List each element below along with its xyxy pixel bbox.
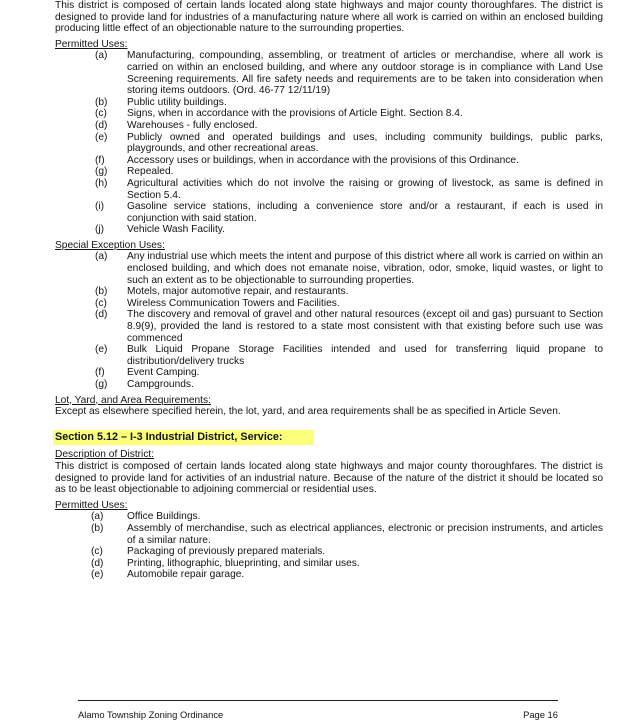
item-text: Any industrial use which meets the intent and purpose of this district where all work is carried on within an enclosed building, and which does not emanate noise, vibration, odor, smoke, liquid wastes, or light to such an extent as to be objectionable to surrounding properties.	[127, 251, 603, 286]
list-item	[55, 97, 603, 109]
list-item	[55, 569, 603, 581]
item-text: Printing, lithographic, blueprinting, and similar uses.	[127, 557, 360, 569]
item-label: (d)	[91, 557, 104, 569]
item-label: (e)	[95, 344, 108, 356]
item-label: (b)	[95, 286, 108, 298]
list-item	[55, 251, 603, 286]
item-label: (i)	[95, 201, 105, 213]
list-item	[55, 201, 603, 224]
list-item	[55, 298, 603, 310]
item-label: (b)	[95, 96, 108, 108]
list-item	[55, 50, 603, 96]
page-footer	[78, 700, 558, 720]
item-label: (e)	[91, 569, 104, 581]
item-text: Event Camping.	[127, 367, 200, 379]
item-label: (a)	[95, 251, 108, 263]
list-item	[55, 511, 603, 523]
item-text: Office Buildings.	[127, 511, 201, 523]
item-label: (c)	[95, 108, 107, 120]
item-text: Agricultural activities which do not involve the raising or growing of livestock, as same is defined in Section 5.4.	[127, 177, 603, 201]
item-label: (h)	[95, 177, 108, 189]
item-text: Wireless Communication Towers and Facilities.	[127, 297, 340, 309]
section-title-highlighted: Section 5.12 – I-3 Industrial District, Service:	[53, 430, 314, 446]
item-text: Accessory uses or buildings, when in accordance with the provisions of this Ordinance.	[127, 154, 519, 166]
item-text: Signs, when in accordance with the provisions of Article Eight. Section 8.4.	[127, 108, 463, 120]
list-item	[55, 224, 603, 236]
item-label: (j)	[95, 224, 105, 236]
document-page	[55, 0, 603, 581]
permitted-uses-heading-2: Permitted Uses:	[55, 499, 128, 511]
list-item	[55, 367, 603, 379]
list-item	[55, 309, 603, 344]
lot-yard-area-heading: Lot, Yard, and Area Requirements:	[55, 394, 211, 406]
item-label: (d)	[95, 119, 108, 131]
item-text: The discovery and removal of gravel and other natural resources (except oil and gas) pursuant to Section 8.9(9), provided the land is restored to a state most consistent with that existing before such use was commenced	[127, 309, 603, 344]
list-item	[55, 558, 603, 570]
permitted-uses-list-2	[55, 511, 603, 581]
item-text: Campgrounds.	[127, 379, 194, 390]
item-text: Repealed.	[127, 166, 174, 178]
footer-document-title: Alamo Township Zoning Ordinance	[78, 709, 224, 720]
item-label: (b)	[91, 522, 104, 534]
list-item	[55, 379, 603, 391]
item-label: (f)	[95, 154, 105, 166]
item-text: Warehouses - fully enclosed.	[127, 119, 258, 131]
list-item	[55, 120, 603, 132]
permitted-uses-heading: Permitted Uses:	[55, 38, 128, 50]
list-item	[55, 286, 603, 298]
item-text: Vehicle Wash Facility.	[127, 224, 225, 236]
special-exception-uses-heading: Special Exception Uses:	[55, 239, 165, 251]
item-label: (c)	[91, 546, 103, 558]
item-text: Manufacturing, compounding, assembling, or treatment of articles or merchandise, where all work is carried on within an enclosed building, and where any outdoor storage is in compliance with Land Use Screening requirements. All fire safety needs and requirements are to be taken into consideration when storing items outdoors. (Ord. 46-77 12/11/19)	[127, 50, 603, 97]
list-item	[55, 546, 603, 558]
description-text: This district is composed of certain lands located along state highways and major county thoroughfares. The district is designed to provide land for activities of an industrial nature. Because of the nature of the district it should be located so as to be least objectionable to adjoining commercial or residential uses.	[55, 460, 603, 496]
item-text: Gasoline service stations, including a convenience store and/or a restaurant, if each is used in conjunction with said station.	[127, 201, 603, 224]
list-item	[55, 344, 603, 367]
item-text: Publicly owned and operated buildings and uses, including community buildings, public parks, playgrounds, and other recreational areas.	[127, 131, 603, 155]
item-label: (c)	[95, 297, 107, 309]
permitted-uses-list	[55, 50, 603, 236]
list-item	[55, 523, 603, 546]
item-label: (a)	[91, 511, 104, 523]
item-label: (a)	[95, 50, 108, 62]
item-label: (g)	[95, 166, 108, 178]
list-item	[55, 108, 603, 120]
item-label: (e)	[95, 131, 108, 143]
description-heading: Description of District:	[55, 449, 155, 461]
footer-page-number: Page 16	[523, 709, 558, 720]
item-text: Assembly of merchandise, such as electrical appliances, electronic or precision instruments, and articles of a similar nature.	[127, 522, 603, 546]
item-text: Bulk Liquid Propane Storage Facilities intended and used for transferring liquid propane to distribution/delivery trucks	[127, 344, 603, 367]
item-text: Automobile repair garage.	[127, 569, 245, 581]
item-label: (g)	[95, 379, 108, 390]
item-text: Motels, major automotive repair, and restaurants.	[127, 286, 349, 298]
item-text: Public utility buildings.	[127, 96, 227, 108]
list-item	[55, 155, 603, 167]
item-label: (f)	[95, 367, 105, 379]
special-exception-uses-list	[55, 251, 603, 390]
item-text: Packaging of previously prepared materials.	[127, 546, 326, 558]
list-item	[55, 166, 603, 178]
item-label: (d)	[95, 309, 108, 321]
list-item	[55, 132, 603, 155]
intro-paragraph: This district is composed of certain lands located along state highways and major county thoroughfares. The district is designed to provide land for industries of a manufacturing nature where all work is carried on within an enclosed building producing little effect of an objectionable nature to the surrounding properties.	[55, 0, 603, 35]
list-item	[55, 178, 603, 201]
lot-yard-area-text: Except as elsewhere specified herein, the lot, yard, and area requirements shall be as specified in Article Seven.	[55, 406, 561, 418]
